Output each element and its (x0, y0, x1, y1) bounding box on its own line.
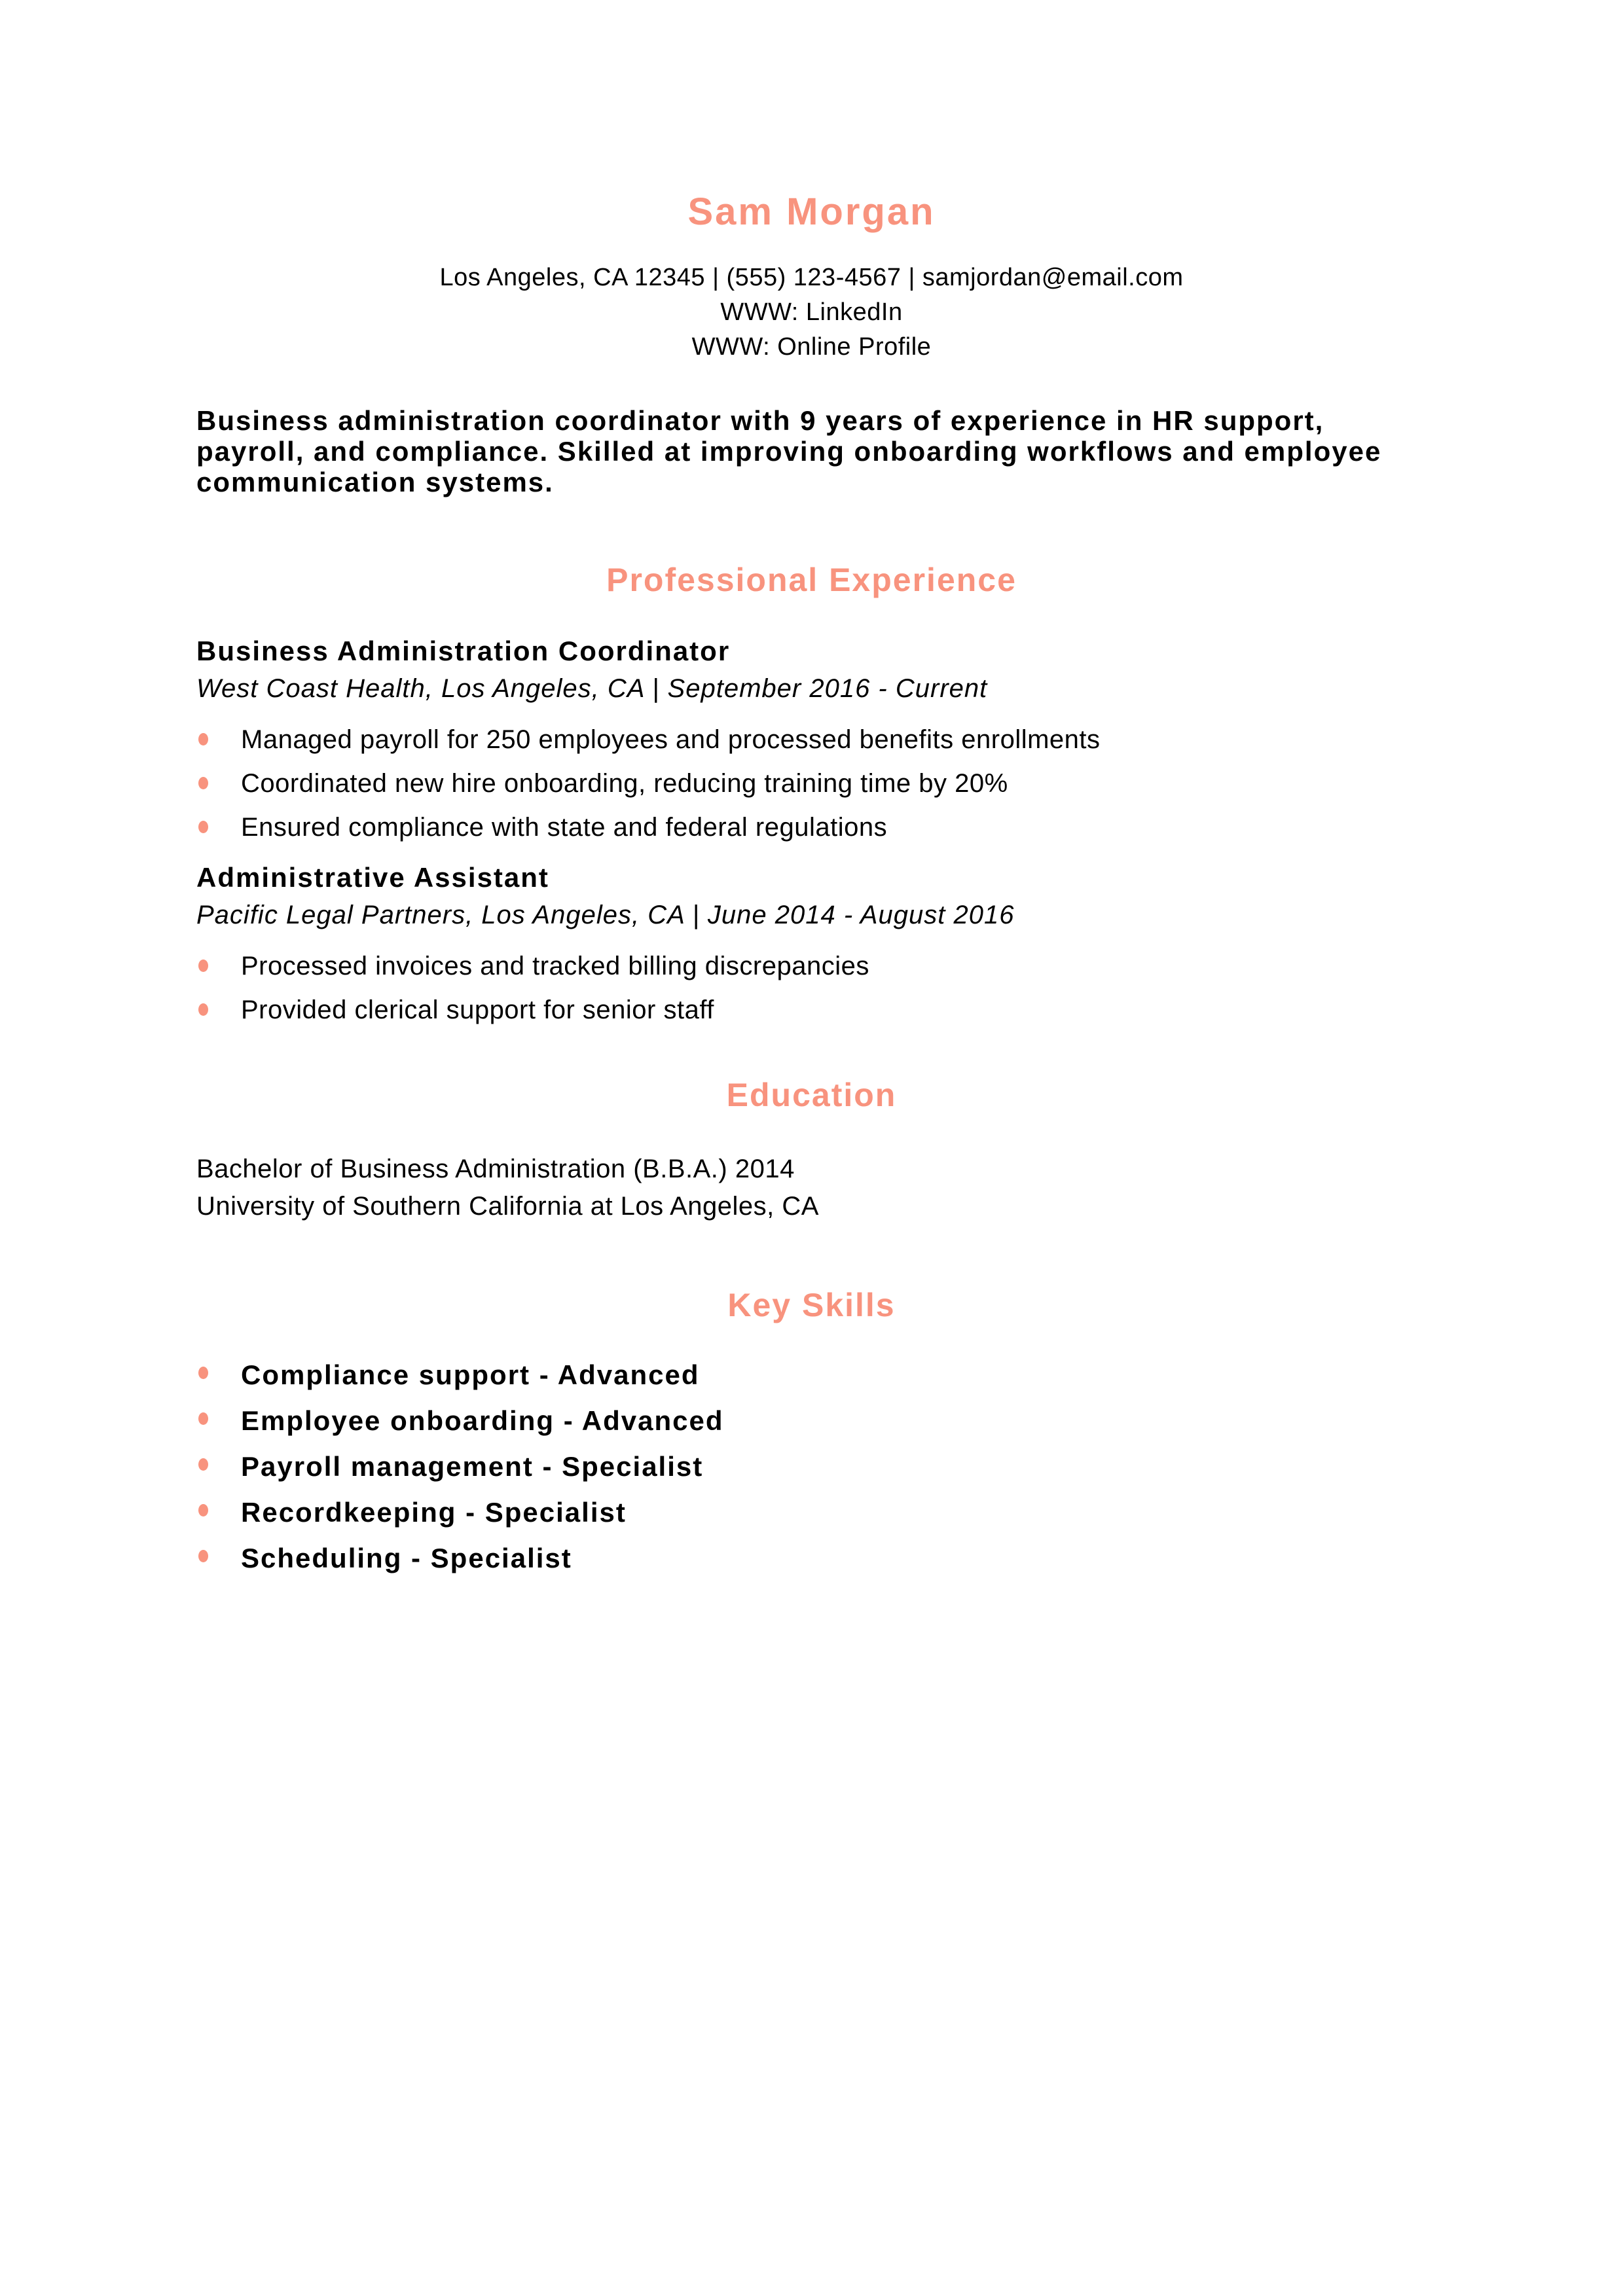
job-bullet-text: Processed invoices and tracked billing discrepancies (241, 952, 869, 980)
skill-text: Recordkeeping - Specialist (241, 1497, 627, 1528)
section-heading-education: Education (726, 1077, 897, 1113)
skills-list (196, 1359, 1427, 1575)
skill-item (196, 1359, 1427, 1391)
job-bullet-text: Provided clerical support for senior staff (241, 996, 714, 1024)
job-bullet-text: Coordinated new hire onboarding, reducing training time by 20% (241, 769, 1008, 798)
education-degree: Bachelor of Business Administration (B.B.A.) 2014 (196, 1155, 795, 1183)
skill-text: Scheduling - Specialist (241, 1543, 572, 1573)
job-bullet (196, 768, 1427, 799)
skill-item (196, 1450, 1427, 1483)
job-title: Administrative Assistant (196, 862, 549, 893)
job-meta: Pacific Legal Partners, Los Angeles, CA | June 2014 - August 2016 (196, 901, 1015, 929)
skill-text: Compliance support - Advanced (241, 1359, 700, 1390)
job-meta: West Coast Health, Los Angeles, CA | September 2016 - Current (196, 674, 988, 703)
skill-item (196, 1542, 1427, 1575)
job-bullet-text: Managed payroll for 250 employees and processed benefits enrollments (241, 725, 1101, 754)
bullet-icon (198, 1003, 208, 1016)
online-profile-link: WWW: Online Profile (691, 333, 932, 361)
contact-line: Los Angeles, CA 12345 | (555) 123-4567 | samjordan@email.com (439, 264, 1184, 291)
job-bullet-list (196, 724, 1427, 843)
bullet-icon (198, 821, 208, 833)
linkedin-link: WWW: LinkedIn (720, 298, 903, 326)
section-heading-skills: Key Skills (727, 1287, 896, 1323)
job-bullet-list (196, 950, 1427, 1026)
job-bullet (196, 724, 1427, 755)
skill-text: Payroll management - Specialist (241, 1451, 704, 1482)
bullet-icon (198, 1412, 208, 1425)
skill-text: Employee onboarding - Advanced (241, 1405, 724, 1436)
skill-item (196, 1496, 1427, 1529)
job-bullet (196, 812, 1427, 843)
job-entry (196, 635, 1427, 843)
education-school: University of Southern California at Los Angeles, CA (196, 1192, 819, 1221)
job-bullet (196, 994, 1427, 1026)
skill-item (196, 1405, 1427, 1437)
bullet-icon (198, 1458, 208, 1471)
bullet-icon (198, 1550, 208, 1562)
job-bullet (196, 950, 1427, 982)
job-bullet-text: Ensured compliance with state and federal regulations (241, 813, 888, 842)
section-heading-experience: Professional Experience (606, 562, 1017, 598)
contact-info (196, 260, 1427, 365)
bullet-icon (198, 777, 208, 789)
bullet-icon (198, 1504, 208, 1516)
candidate-name: Sam Morgan (687, 190, 936, 233)
bullet-icon (198, 1367, 208, 1379)
bullet-icon (198, 960, 208, 972)
job-title: Business Administration Coordinator (196, 636, 731, 666)
job-entry (196, 861, 1427, 1026)
bullet-icon (198, 733, 208, 745)
professional-summary: Business administration coordinator with 9 years of experience in HR support, payroll, and compliance. Skilled at improving onboarding workflows and employee communication systems. (196, 405, 1382, 497)
education-entry (196, 1151, 1427, 1225)
